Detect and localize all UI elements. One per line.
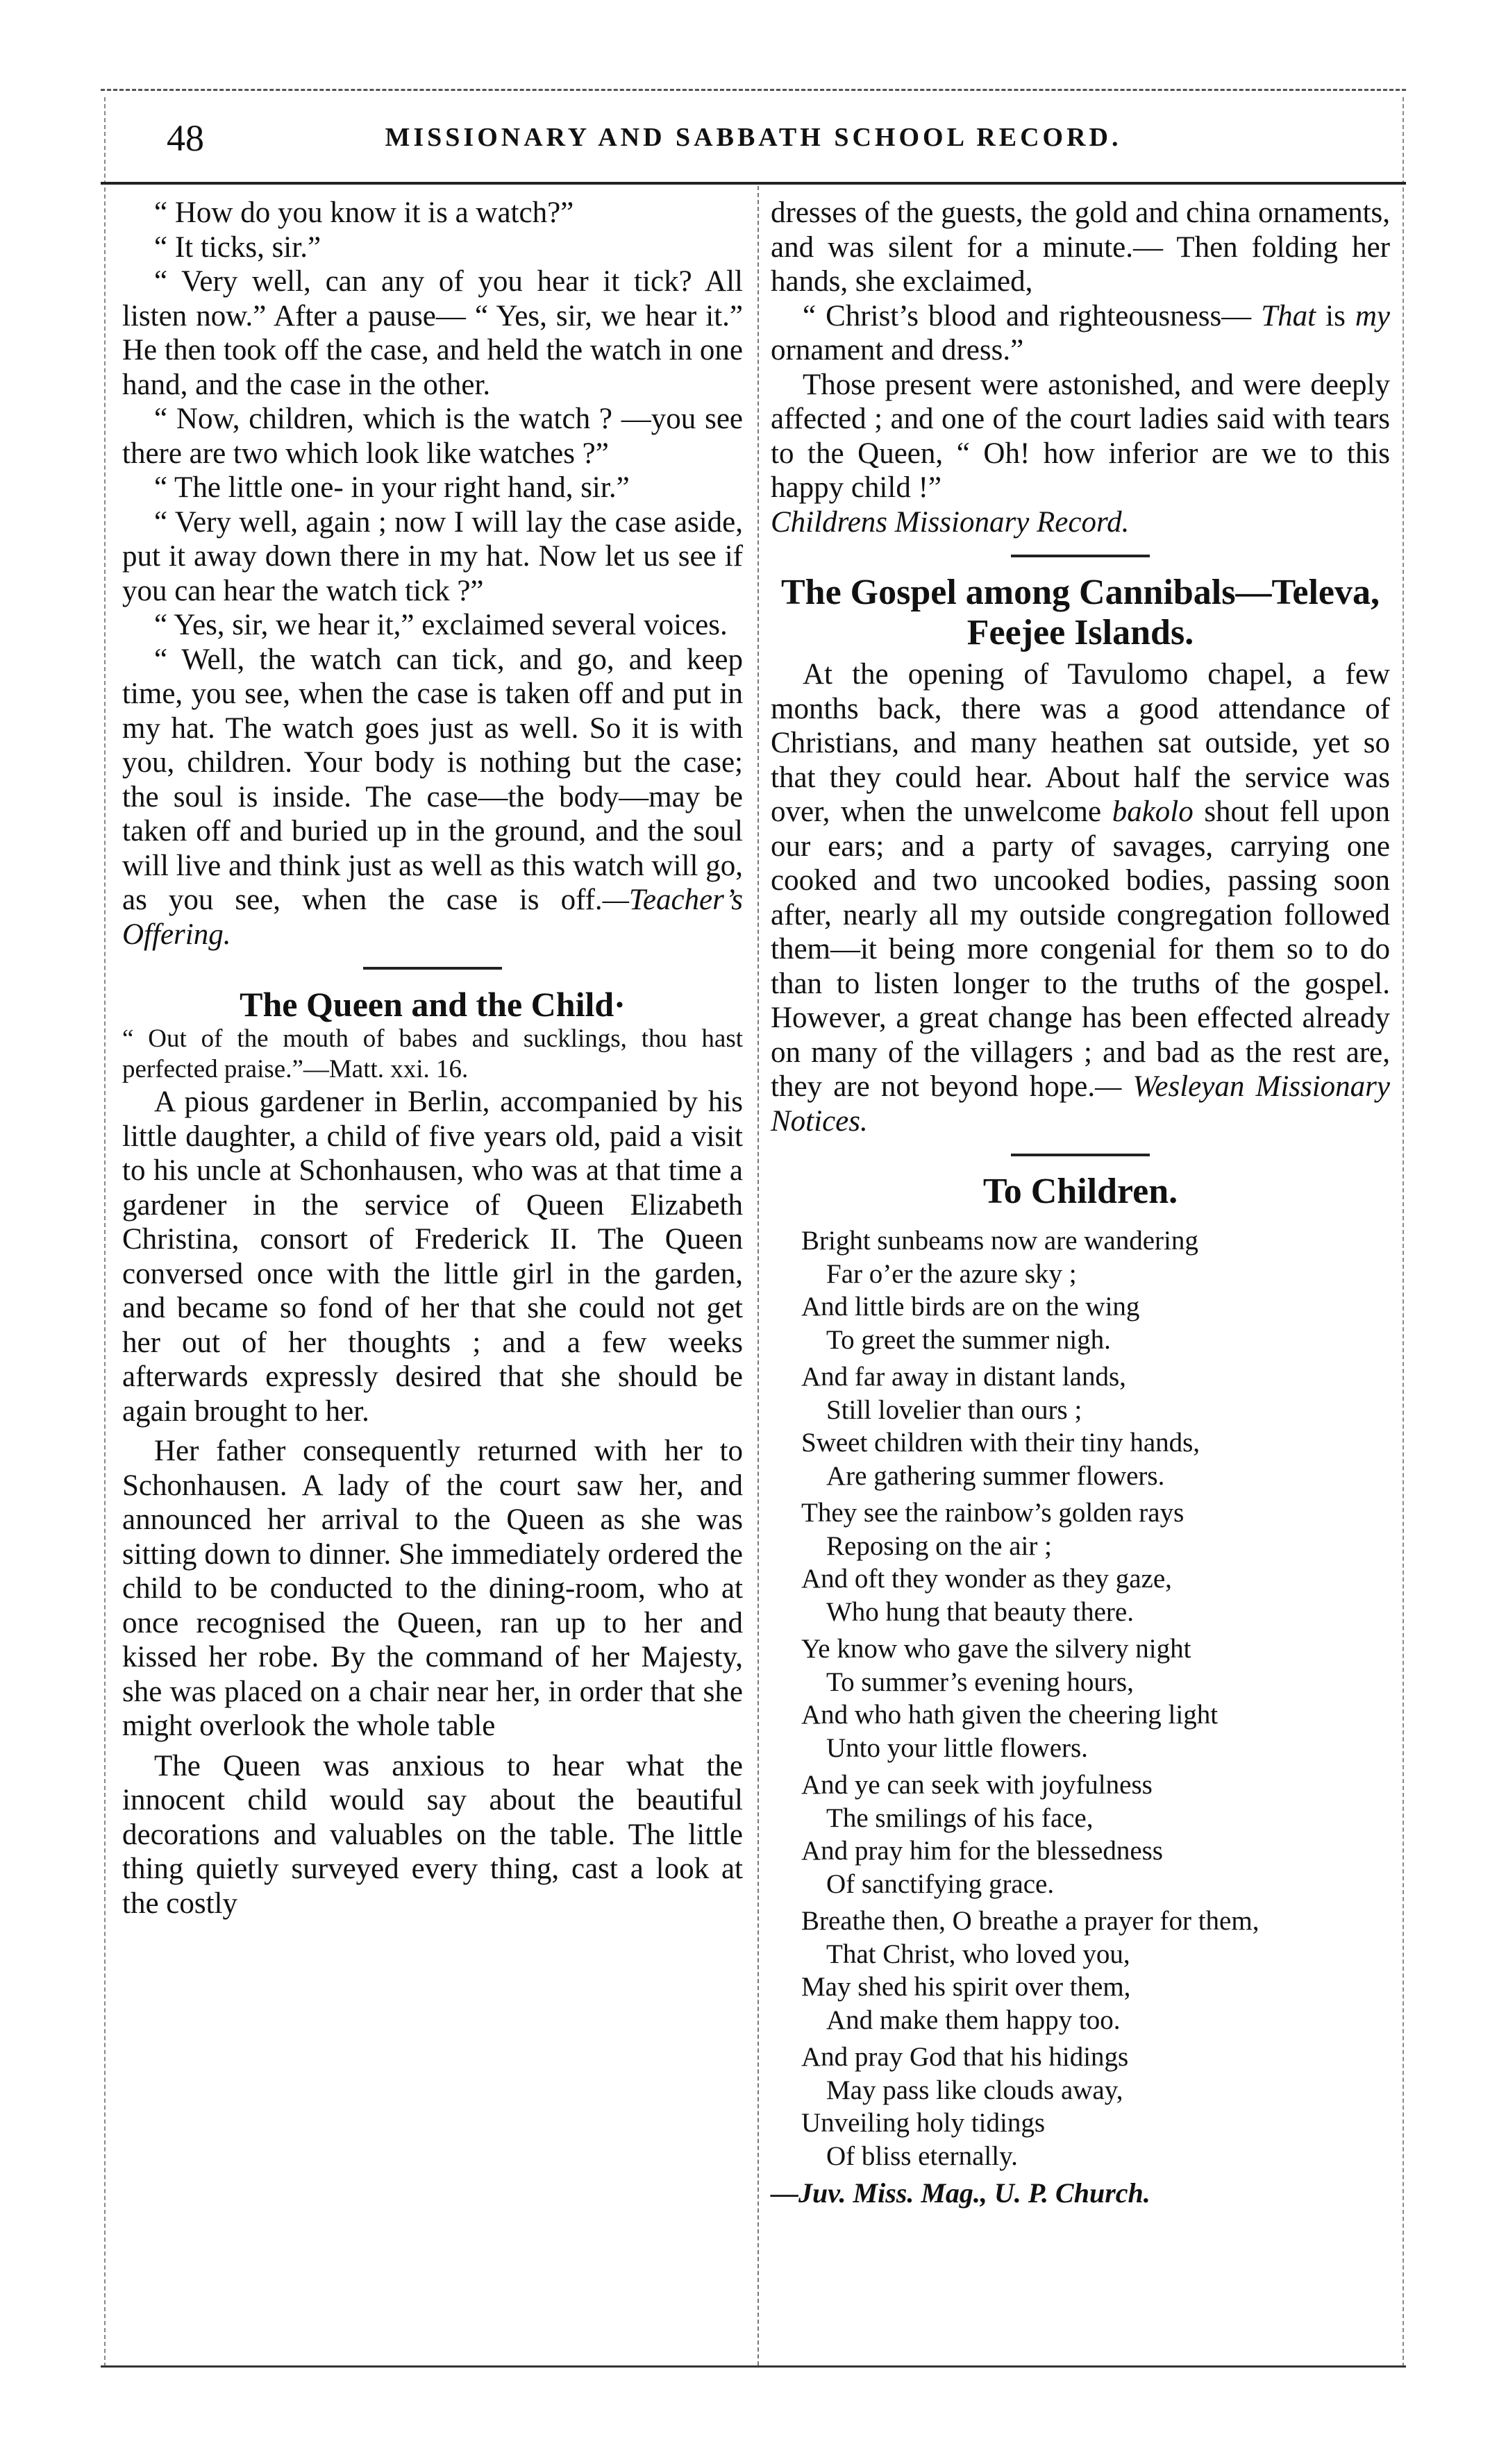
poem-line: Sweet children with their tiny hands, bbox=[801, 1428, 1200, 1458]
poem-title: To Children. bbox=[982, 1172, 1178, 1211]
top-border bbox=[101, 89, 1406, 91]
italic-word: bakolo bbox=[1112, 795, 1194, 828]
poem bbox=[771, 1224, 1390, 2210]
paragraph-text: At the opening of Tavulomo chapel, a few months back, there was a good attendance of Christians, and many heathen sat outside, yet so that they could hear. About half the service was over, when the unwelcome bbox=[771, 658, 1390, 828]
stanza bbox=[771, 1632, 1390, 1764]
stanza bbox=[771, 1360, 1390, 1492]
poem-line: Reposing on the air ; bbox=[826, 1530, 1052, 1561]
paragraph: “ Very well, again ; now I will lay the case aside, put it away down there in my hat. Now let us see if you can hear the watch tick ?” bbox=[122, 505, 743, 607]
paragraph-text: shout fell upon our ears; and a party of savages, carrying one cooked and two uncooked bodies, passing soon after, nearly all my outside congregation followed them—it being more congenial for them so to do than to listen longer to the truths of the gospel. However, a great change has been effected already on many of the villagers ; and bad as the rest are, they are not beyond hope. bbox=[771, 795, 1390, 1103]
poem-line: The smilings of his face, bbox=[826, 1803, 1094, 1833]
source-credit: — Wesleyan Missionary Notices. bbox=[771, 1070, 1391, 1138]
section-separator bbox=[363, 967, 502, 970]
running-title: MISSIONARY AND SABBATH SCHOOL RECORD. bbox=[385, 123, 1122, 152]
poem-line: That Christ, who loved you, bbox=[826, 1939, 1130, 1969]
poem-line: And who hath given the cheering light bbox=[801, 1700, 1219, 1730]
epigraph: “ Out of the mouth of babes and sucklings, thou hast perfected praise.”—Matt. xxi. 16. bbox=[122, 1024, 743, 1083]
article-title: The Gospel among Cannibals—Televa, Feejee Islands. bbox=[780, 573, 1380, 652]
paragraph: “ Now, children, which is the watch ? —you see there are two which look like watches ?” bbox=[122, 403, 743, 470]
poem-line: Of bliss eternally. bbox=[826, 2141, 1018, 2171]
quote-emphasis: That bbox=[1261, 299, 1316, 332]
left-border bbox=[104, 97, 106, 2367]
page-number: 48 bbox=[167, 117, 204, 159]
paragraph: The Queen was anxious to hear what the innocent child would say about the beautiful decorations and valuables on the table. The little thing quietly surveyed every thing, cast a look at the costly bbox=[122, 1749, 743, 1920]
poem-line: And oft they wonder as they gaze, bbox=[801, 1564, 1172, 1594]
section-separator bbox=[1011, 555, 1150, 557]
source-credit bbox=[771, 505, 1390, 540]
poem-line: Bright sunbeams now are wandering bbox=[801, 1226, 1198, 1256]
stanza bbox=[771, 1496, 1390, 1628]
poem-source: —Juv. Miss. Mag., U. P. Church. bbox=[771, 2177, 1150, 2209]
paragraph: “ The little one- in your right hand, sir.” bbox=[154, 471, 630, 504]
poem-line: May shed his spirit over them, bbox=[801, 1972, 1131, 2002]
poem-line: To summer’s evening hours, bbox=[826, 1666, 1134, 1697]
quote-text: ornament and dress.” bbox=[771, 334, 1024, 366]
paragraph bbox=[771, 657, 1390, 1138]
quote-paragraph bbox=[771, 299, 1390, 368]
stanza bbox=[771, 2041, 1390, 2172]
paragraph bbox=[122, 643, 743, 952]
poem-line: And pray God that his hidings bbox=[801, 2042, 1129, 2072]
paragraph: “ It ticks, sir.” bbox=[154, 230, 321, 264]
source-credit: —Teacher’s Offering. bbox=[122, 884, 743, 951]
right-border bbox=[1403, 97, 1404, 2367]
poem-line: To greet the summer nigh. bbox=[826, 1324, 1111, 1355]
bottom-rule bbox=[101, 2365, 1406, 2368]
poem-line: Of sanctifying grace. bbox=[826, 1868, 1055, 1899]
paragraph: Those present were astonished, and were deeply affected ; and one of the court ladies said with tears to the Queen, “ Oh! how inferior are we to this happy child !” bbox=[771, 368, 1390, 504]
poem-line: Who hung that beauty there. bbox=[826, 1596, 1134, 1627]
paragraph: Her father consequently returned with her to Schonhausen. A lady of the court saw her, and announced her arrival to the Queen as she was sitting down to dinner. She immediately ordered the child to be conducted to the dining-room, who at once recognised the Queen, ran up to her and kissed her robe. By the command of her Majesty, she was placed on a chair near her, in order that she might overlook the whole table bbox=[122, 1435, 743, 1742]
paragraph: “ Yes, sir, we hear it,” exclaimed several voices. bbox=[154, 609, 728, 641]
poem-line: Unto your little flowers. bbox=[826, 1732, 1088, 1763]
page-header bbox=[101, 117, 1406, 172]
left-column bbox=[122, 196, 743, 1921]
source-text: Childrens Missionary Record. bbox=[771, 505, 1130, 539]
poem-line: And ye can seek with joyfulness bbox=[801, 1770, 1153, 1800]
paragraph: “ Very well, can any of you hear it tick? All listen now.” After a pause— “ Yes, sir, we hear it.” He then took off the case, and held the watch in one hand, and the case in the other. bbox=[122, 265, 743, 401]
poem-line: Breathe then, O breathe a prayer for them, bbox=[801, 1906, 1259, 1936]
paragraph-text: “ Well, the watch can tick, and go, and keep time, you see, when the case is taken off and put in my hat. The watch goes just as well. So it is with you, children. Your body is nothing but the case; the soul is inside. The case—the body—may be taken off and buried up in the ground, and the soul will live and think just as well as this watch will go, as you see, when the case is off. bbox=[122, 643, 743, 916]
paragraph: A pious gardener in Berlin, accompanied by his little daughter, a child of five years old, paid a visit to his uncle at Schonhausen, who was at that time a gardener in the service of Queen Elizabeth Christina, consort of Frederick II. The Queen conversed once with the little girl in the garden, and became so fond of her that she could not get her out of her thoughts ; and a few weeks afterwards expressly desired that she should be again brought to her. bbox=[122, 1086, 743, 1428]
quote-text: “ Christ’s blood and righteousness— bbox=[803, 299, 1262, 332]
stanza bbox=[771, 1769, 1390, 1900]
poem-line: Still lovelier than ours ; bbox=[826, 1394, 1082, 1425]
poem-line: And little birds are on the wing bbox=[801, 1292, 1140, 1322]
section-separator bbox=[1011, 1154, 1150, 1156]
paragraph: “ How do you know it is a watch?” bbox=[154, 196, 574, 229]
poem-line: And pray him for the blessedness bbox=[801, 1836, 1163, 1866]
poem-line: May pass like clouds away, bbox=[826, 2075, 1123, 2105]
paragraph: dresses of the guests, the gold and china ornaments, and was silent for a minute.— Then folding her hands, she exclaimed, bbox=[771, 196, 1390, 298]
quote-emphasis: my bbox=[1355, 299, 1390, 332]
right-column bbox=[771, 196, 1390, 2210]
stanza bbox=[771, 1224, 1390, 1356]
poem-line: And far away in distant lands, bbox=[801, 1362, 1126, 1392]
poem-line: Ye know who gave the silvery night bbox=[801, 1634, 1191, 1664]
poem-line: And make them happy too. bbox=[826, 2005, 1121, 2035]
poem-line: Far o’er the azure sky ; bbox=[826, 1258, 1077, 1289]
poem-line: They see the rainbow’s golden rays bbox=[801, 1498, 1185, 1528]
column-divider bbox=[757, 186, 759, 2365]
article-title: The Queen and the Child· bbox=[240, 985, 626, 1024]
quote-text: is bbox=[1316, 299, 1355, 332]
poem-line: Are gathering summer flowers. bbox=[826, 1460, 1165, 1491]
poem-line: Unveiling holy tidings bbox=[801, 2108, 1045, 2138]
header-rule bbox=[101, 182, 1406, 185]
stanza bbox=[771, 1905, 1390, 2036]
